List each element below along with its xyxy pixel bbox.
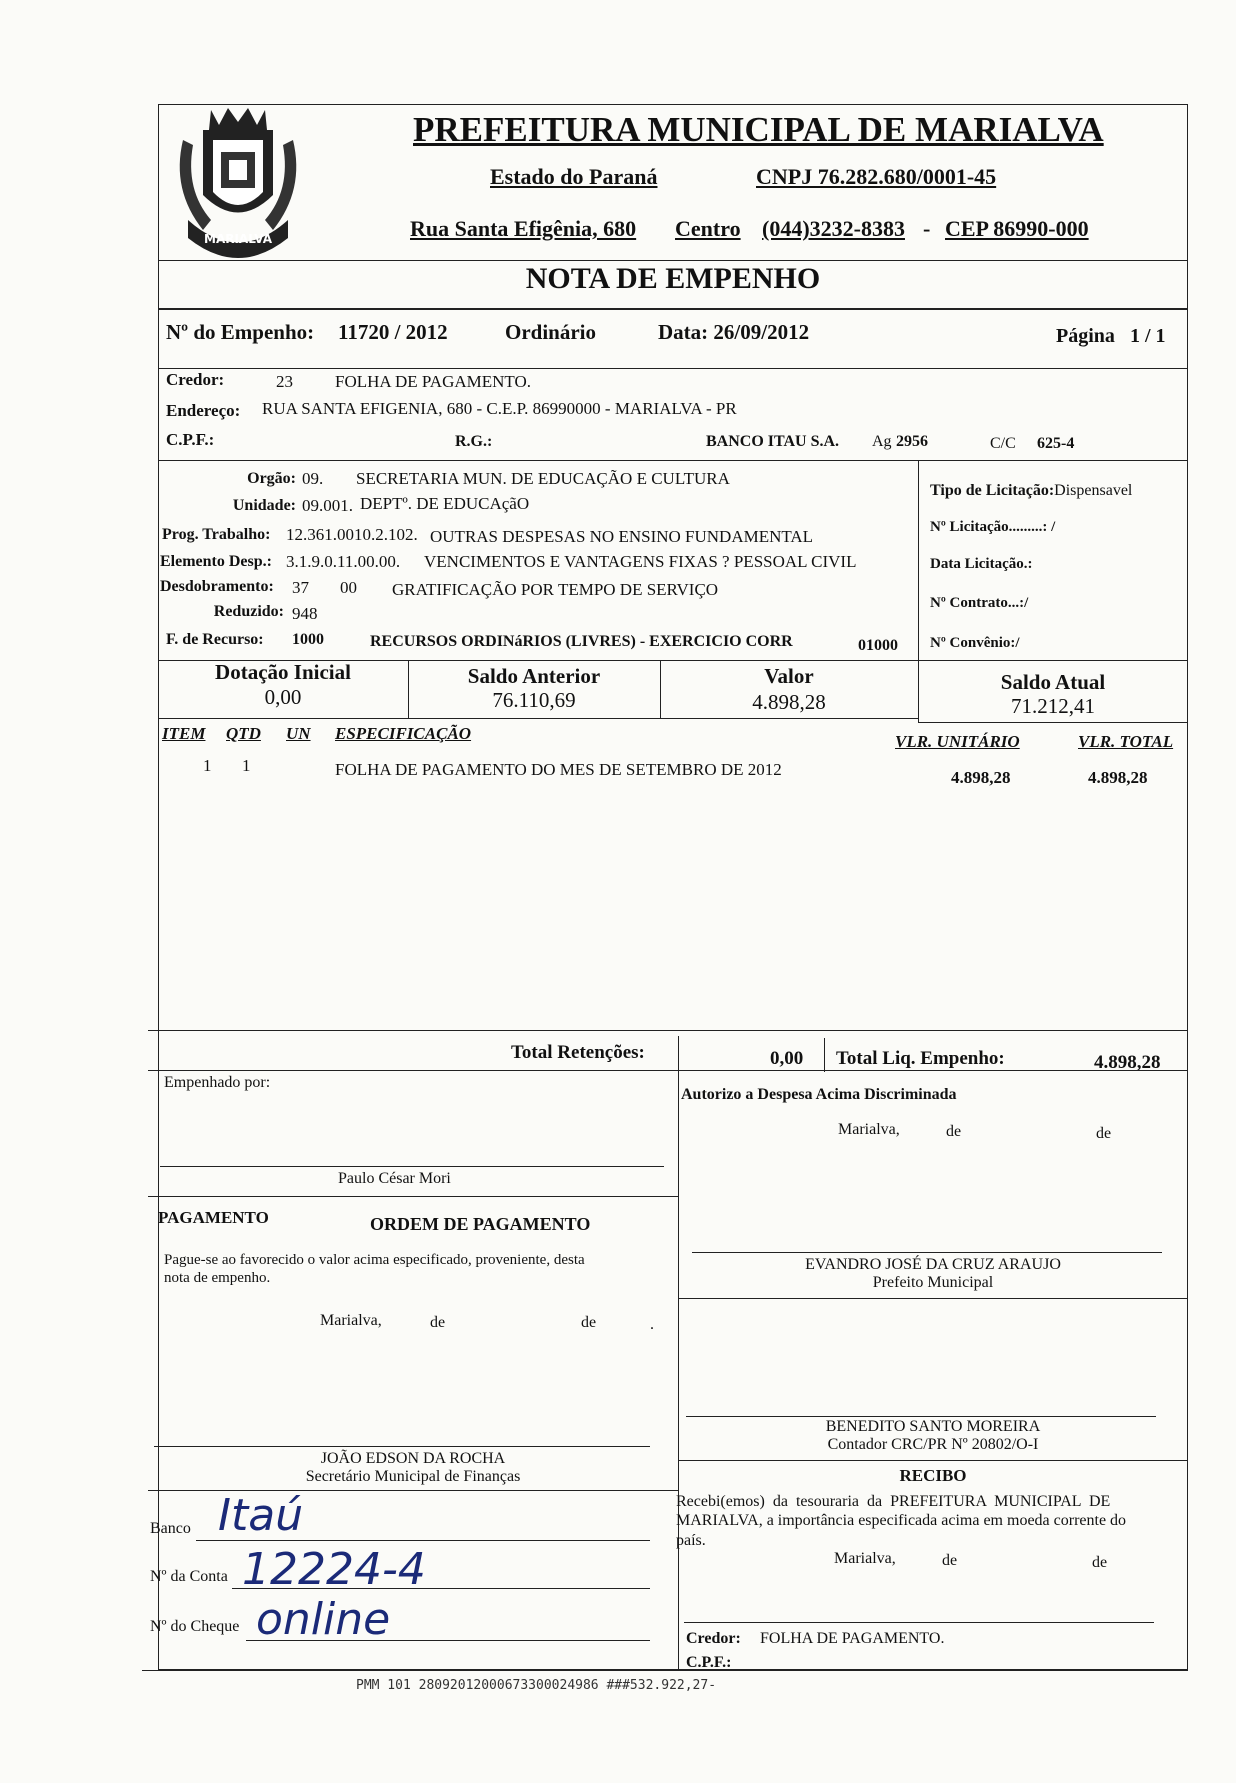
divider — [158, 368, 1188, 369]
desd-label: Desdobramento: — [160, 578, 274, 595]
atual-label: Saldo Atual — [1000, 670, 1106, 694]
secretario-role: Secretário Municipal de Finanças — [305, 1468, 521, 1485]
autorizo-de2: de — [1096, 1125, 1112, 1142]
doc-title: NOTA DE EMPENHO — [525, 262, 821, 295]
credor-label: Credor: — [166, 370, 225, 389]
retencoes-value: 0,00 — [770, 1048, 804, 1069]
anterior-label: Saldo Anterior — [467, 664, 601, 688]
licitacao-tipo: Dispensavel — [1054, 482, 1133, 499]
rg-label: R.G.: — [455, 433, 493, 450]
divider — [158, 460, 1188, 461]
col-espec: ESPECIFICAÇÃO — [335, 724, 472, 743]
header-cep: CEP 86990-000 — [945, 216, 1089, 241]
reduz-code: 948 — [292, 604, 318, 623]
recibo-text1: Recebi(emos) da tesouraria da PREFEITURA MUNICIPAL DE — [676, 1493, 1111, 1510]
rec-code2: 01000 — [858, 637, 898, 654]
empenho-number-label: Nº do Empenho: — [166, 320, 315, 344]
col-total: VLR. TOTAL — [1078, 732, 1174, 751]
autorizo-de1: de — [946, 1123, 962, 1140]
dotacao-label: Dotação Inicial — [215, 660, 351, 684]
anterior-value: 76.110,69 — [492, 688, 576, 712]
licitacao-tipo-label — [930, 482, 1132, 500]
retencoes-label: Total Retenções: — [511, 1042, 645, 1063]
col-qtd: QTD — [226, 724, 261, 743]
pagamento-label: PAGAMENTO — [158, 1208, 269, 1227]
credor-address: RUA SANTA EFIGENIA, 680 - C.E.P. 86990000 - MARIALVA - PR — [262, 399, 737, 418]
desd-code2: 00 — [340, 578, 357, 597]
desd-desc: GRATIFICAÇÃO POR TEMPO DE SERVIÇO — [392, 580, 719, 599]
contador-name: BENEDITO SANTO MOREIRA — [825, 1418, 1041, 1435]
divider — [158, 260, 1188, 261]
recibo-title: RECIBO — [899, 1466, 967, 1485]
divider — [918, 722, 1188, 723]
divider — [158, 718, 918, 719]
divider — [158, 308, 1188, 310]
row-qtd: 1 — [242, 756, 251, 775]
recibo-credor-label: Credor: — [686, 1630, 741, 1647]
row-espec: FOLHA DE PAGAMENTO DO MES DE SETEMBRO DE 2012 — [335, 760, 782, 779]
credor-code: 23 — [276, 372, 293, 391]
divider — [678, 1070, 679, 1670]
elem-code: 3.1.9.0.11.00.00. — [286, 552, 401, 571]
recibo-cpf-label: C.P.F.: — [686, 1654, 732, 1671]
liq-value: 4.898,28 — [1094, 1052, 1161, 1073]
autorizo-title: Autorizo a Despesa Acima Discriminada — [681, 1086, 957, 1103]
cheque-label: Nº do Cheque — [150, 1618, 240, 1635]
divider — [148, 1030, 1188, 1031]
header-address: Rua Santa Efigênia, 680 — [410, 216, 637, 241]
prog-desc: OUTRAS DESPESAS NO ENSINO FUNDAMENTAL — [430, 527, 814, 546]
header-sep: - — [923, 216, 931, 241]
contador-role: Contador CRC/PR Nº 20802/O-I — [827, 1436, 1039, 1453]
unidade-code: 09.001. — [302, 496, 353, 515]
divider — [142, 1670, 1188, 1671]
dotacao-value: 0,00 — [264, 685, 302, 709]
licitacao-num: Nº Licitação.........: / — [930, 519, 1056, 535]
valor-value: 4.898,28 — [752, 690, 826, 714]
crest-text: MARIALVA — [204, 232, 272, 246]
header-cnpj: CNPJ 76.282.680/0001-45 — [756, 164, 997, 189]
atual-value: 71.212,41 — [1011, 694, 1095, 718]
unidade-label: Unidade: — [232, 497, 296, 514]
cpf-label: C.P.F.: — [166, 430, 215, 449]
pagamento-text1: Pague-se ao favorecido o valor acima especificado, proveniente, desta — [164, 1252, 585, 1268]
pagamento-de1: de — [430, 1314, 446, 1331]
empenho-number: 11720 / 2012 — [338, 320, 448, 344]
recibo-credor: FOLHA DE PAGAMENTO. — [760, 1630, 945, 1647]
empenho-date: Data: 26/09/2012 — [658, 320, 810, 344]
divider — [918, 460, 919, 660]
licitacao-tipo-label-text: Tipo de Licitação: — [930, 482, 1055, 499]
cheque-handwritten: online — [256, 1594, 391, 1645]
page-label: Página — [1056, 325, 1115, 347]
banco-handwritten: Itaú — [218, 1490, 304, 1541]
rec-label: F. de Recurso: — [166, 631, 264, 648]
elem-desc: VENCIMENTOS E VANTAGENS FIXAS ? PESSOAL CIVIL — [424, 552, 857, 571]
header-district: Centro — [675, 216, 741, 241]
licitacao-contrato: Nº Contrato...:/ — [930, 595, 1029, 611]
prog-label: Prog. Trabalho: — [162, 526, 271, 543]
pagamento-de2: de — [581, 1314, 597, 1331]
ag-number: 2956 — [896, 433, 928, 450]
divider — [678, 1460, 1188, 1461]
pagamento-text2: nota de empenho. — [164, 1270, 271, 1286]
divider — [678, 1298, 1188, 1299]
page-number: 1 / 1 — [1130, 325, 1166, 347]
signature-line — [154, 1446, 650, 1447]
conta-label: Nº da Conta — [150, 1568, 228, 1585]
autorizo-city: Marialva, — [838, 1121, 900, 1138]
conta-handwritten: 12224-4 — [242, 1544, 426, 1595]
prefeito-name: EVANDRO JOSÉ DA CRUZ ARAUJO — [805, 1256, 1061, 1273]
prefeito-role: Prefeito Municipal — [872, 1274, 994, 1291]
licitacao-convenio: Nº Convênio:/ — [930, 635, 1020, 651]
footer-code: PMM 101 28092012000673300024986 ###532.922,27- — [356, 1678, 717, 1693]
liq-label: Total Liq. Empenho: — [836, 1048, 1005, 1069]
bank-name: BANCO ITAU S.A. — [706, 433, 840, 450]
recibo-text2: MARIALVA, a importância especificada acima em moeda corrente do — [676, 1512, 1127, 1529]
reduz-label: Reduzido: — [213, 603, 284, 620]
pagamento-dot: . — [650, 1316, 654, 1333]
rec-code: 1000 — [292, 631, 324, 648]
empenhado-label: Empenhado por: — [164, 1074, 271, 1091]
pagamento-title: ORDEM DE PAGAMENTO — [370, 1214, 591, 1234]
divider — [678, 1036, 679, 1072]
header-phone: (044)3232-8383 — [762, 216, 905, 241]
signature-line — [684, 1622, 1154, 1623]
rec-desc: RECURSOS ORDINáRIOS (LIVRES) - EXERCICIO CORR — [370, 633, 793, 650]
col-un: UN — [286, 724, 311, 743]
licitacao-data: Data Licitação.: — [930, 556, 1033, 572]
cc-number: 625-4 — [1037, 435, 1075, 452]
signature-line — [692, 1252, 1162, 1253]
orgao-label: Orgão: — [247, 470, 296, 487]
empenhado-name: Paulo César Mori — [338, 1170, 451, 1187]
divider — [824, 1038, 825, 1072]
header-title: PREFEITURA MUNICIPAL DE MARIALVA — [413, 110, 1104, 149]
recibo-de2: de — [1092, 1554, 1108, 1571]
pagamento-city: Marialva, — [320, 1312, 382, 1329]
orgao-desc: SECRETARIA MUN. DE EDUCAÇÃO E CULTURA — [356, 469, 730, 488]
row-unit: 4.898,28 — [951, 768, 1011, 787]
col-item: ITEM — [162, 724, 206, 743]
row-total: 4.898,28 — [1088, 768, 1148, 787]
recibo-de1: de — [942, 1552, 958, 1569]
banco-label: Banco — [150, 1520, 191, 1537]
valor-label: Valor — [764, 664, 814, 688]
desd-code: 37 — [292, 578, 309, 597]
ag-label: Ag — [872, 433, 892, 450]
unidade-desc: DEPTº. DE EDUCAçãO — [360, 494, 530, 513]
recibo-city: Marialva, — [834, 1550, 896, 1567]
secretario-name: JOÃO EDSON DA ROCHA — [320, 1450, 506, 1467]
cc-label: C/C — [990, 435, 1016, 452]
signature-line — [160, 1166, 664, 1167]
empenho-type: Ordinário — [505, 320, 597, 344]
orgao-code: 09. — [302, 469, 324, 488]
row-item: 1 — [203, 756, 212, 775]
col-unit: VLR. UNITÁRIO — [895, 732, 1020, 751]
divider — [148, 1196, 678, 1197]
header-state: Estado do Paraná — [490, 164, 658, 189]
address-label: Endereço: — [166, 401, 241, 420]
municipal-crest-icon — [163, 100, 313, 260]
credor-name: FOLHA DE PAGAMENTO. — [335, 372, 531, 391]
prog-code: 12.361.0010.2.102. — [286, 525, 418, 544]
signature-line — [686, 1416, 1156, 1417]
divider — [148, 1070, 1188, 1071]
recibo-text3: país. — [676, 1532, 706, 1549]
elem-label: Elemento Desp.: — [160, 553, 272, 570]
